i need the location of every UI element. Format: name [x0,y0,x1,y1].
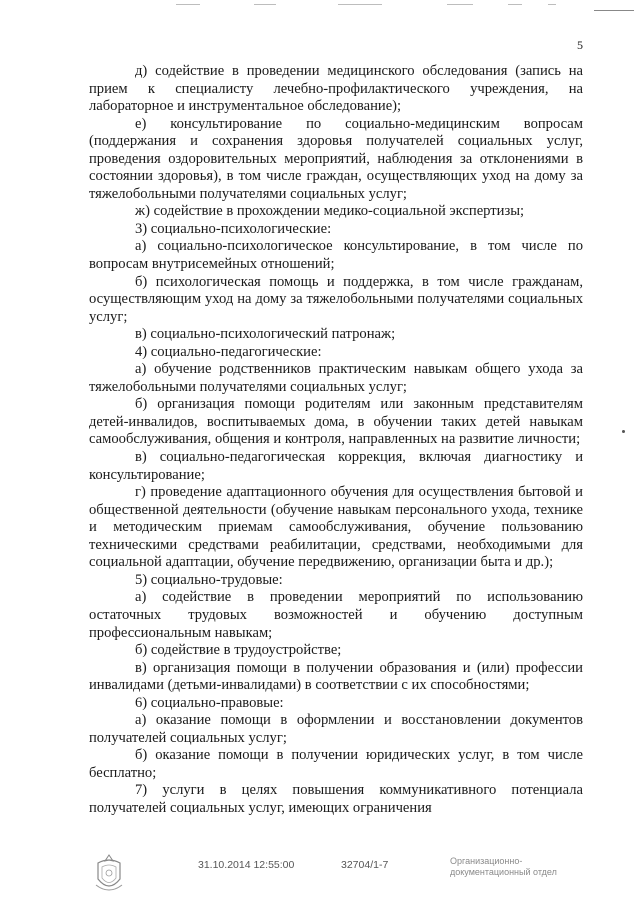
paragraph: г) проведение адаптационного обучения для осуществления бытовой и общественной деятельности (обучение навыкам персонального ухода, технике и методическим приемам самообслуживания, обучение пользованию техническими средствами реабилитации, средствами, необходимыми для социальной адаптации, обучение передвижению, организации быта и др.); [89,484,583,571]
page-number: 5 [577,38,583,52]
scan-artifacts [0,0,640,20]
paragraph: 7) услуги в целях повышения коммуникативного потенциала получателей социальных услуг, имеющих ограничения [89,782,583,816]
paragraph: е) консультирование по социально-медицинским вопросам (поддержания и сохранения здоровья получателей социальных услуг, проведения оздоровительных мероприятий, наблюдения за отклонениями в состоянии здоровья), в том числе граждан, осуществляющих уход на дому за тяжелобольными получателями социальных услуг; [89,115,583,202]
paragraph: в) организация помощи в получении образования и (или) профессии инвалидами (детьми-инвалидами) в соответствии с их способностями; [89,659,583,694]
paragraph: б) организация помощи родителям или законным представителям детей-инвалидов, воспитываемых дома, в обучении таких детей навыкам самообслуживания, общения и контроля, направленных на развитие личности; [89,396,583,448]
section-heading: 3) социально-психологические: [135,220,332,237]
footer-datetime: 31.10.2014 12:55:00 [198,859,295,871]
paragraph: д) содействие в проведении медицинского обследования (запись на прием к специалисту лечебно-профилактического учреждения, на лабораторное и инструментальное обследование); [89,63,583,115]
footer-doc-number: 32704/1-7 [341,859,389,871]
footer-org-stamp [450,856,580,878]
document-body [89,63,583,818]
paragraph: а) содействие в проведении мероприятий по использованию остаточных трудовых возможностей и обучению доступным профессиональным навыкам; [89,589,583,641]
footer-org-line: документационный отдел [450,867,557,877]
section-heading: 6) социально-правовые: [135,694,284,711]
paragraph: а) обучение родственников практическим навыкам общего ухода за тяжелобольными получателями социальных услуг; [89,361,583,395]
paragraph: б) содействие в трудоустройстве; [135,642,342,659]
paragraph: б) психологическая помощь и поддержка, в том числе гражданам, осуществляющим уход на дому за тяжелобольными получателями социальных услуг; [89,273,583,325]
paragraph: а) оказание помощи в оформлении и восстановлении документов получателей социальных услуг; [89,712,583,746]
paragraph: а) социально-психологическое консультирование, в том числе по вопросам внутрисемейных отношений; [89,238,583,273]
footer-org-line: Организационно- [450,856,523,866]
section-heading: 4) социально-педагогические: [135,343,322,360]
emblem-stamp-icon [92,853,126,895]
scan-dot [622,430,625,433]
section-heading: 5) социально-трудовые: [135,571,283,588]
paragraph: в) социально-психологический патронаж; [135,326,396,343]
paragraph: б) оказание помощи в получении юридических услуг, в том числе бесплатно; [89,747,583,781]
paragraph: ж) содействие в прохождении медико-социальной экспертизы; [135,203,525,220]
paragraph: в) социально-педагогическая коррекция, включая диагностику и консультирование; [89,449,583,483]
